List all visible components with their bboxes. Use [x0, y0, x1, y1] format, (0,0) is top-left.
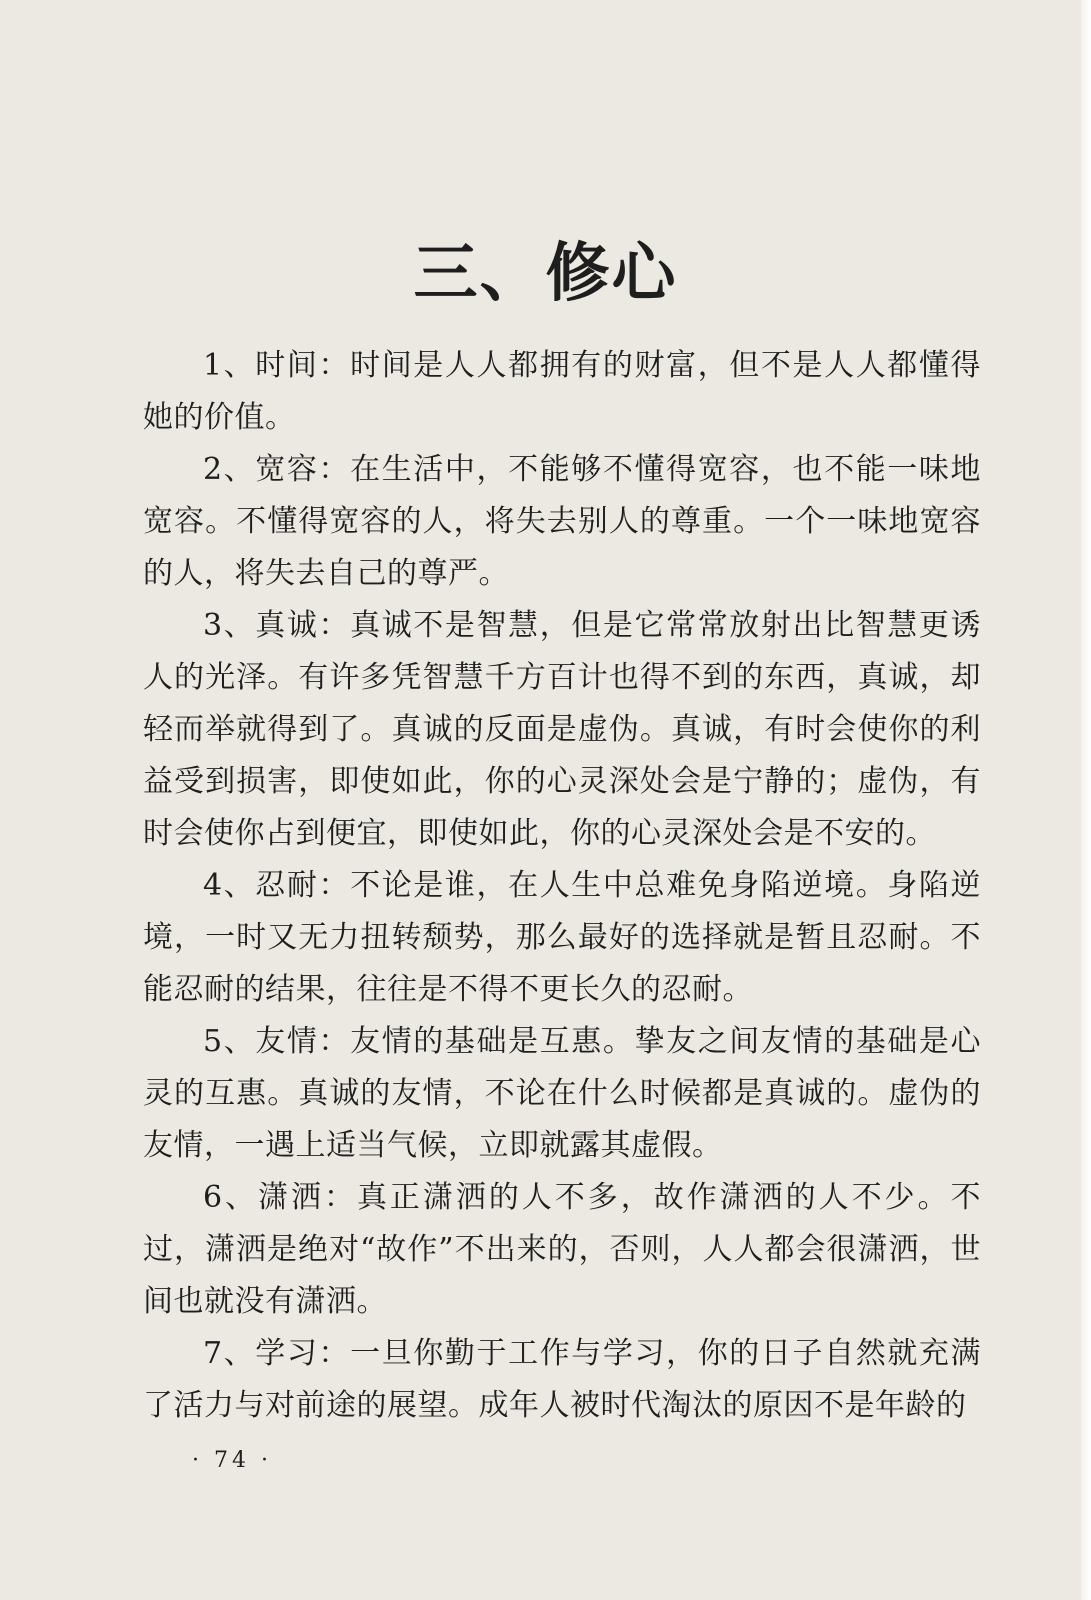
- paragraph-time: 1、时间：时间是人人都拥有的财富，但不是人人都懂得她的价值。: [143, 348, 981, 435]
- paragraph-tolerance: 2、宽容：在生活中，不能够不懂得宽容，也不能一味地宽容。不懂得宽容的人，将失去别人的尊重。一个一味地宽容的人，将失去自己的尊严。: [143, 452, 981, 591]
- page-number: · 74 ·: [192, 1448, 272, 1473]
- chapter-title: 三、修心: [413, 236, 678, 311]
- paragraph-friendship: 5、友情：友情的基础是互惠。挚友之间友情的基础是心灵的互惠。真诚的友情，不论在什么时候都是真诚的。虚伪的友情，一遇上适当气候，立即就露其虚假。: [143, 1024, 981, 1163]
- paragraph-patience: 4、忍耐：不论是谁，在人生中总难免身陷逆境。身陷逆境，一时又无力扭转颓势，那么最好的选择就是暂且忍耐。不能忍耐的结果，往往是不得不更长久的忍耐。: [143, 868, 981, 1007]
- body-text: [143, 340, 981, 1432]
- paragraph-sincerity: 3、真诚：真诚不是智慧，但是它常常放射出比智慧更诱人的光泽。有许多凭智慧千方百计也得不到的东西，真诚，却轻而举就得到了。真诚的反面是虚伪。真诚，有时会使你的利益受到损害，即使如此，你的心灵深处会是宁静的；虚伪，有时会使你占到便宜，即使如此，你的心灵深处会是不安的。: [143, 608, 981, 851]
- paragraph-learning: 7、学习：一旦你勤于工作与学习，你的日子自然就充满了活力与对前途的展望。成年人被时代淘汰的原因不是年龄的: [143, 1336, 981, 1423]
- paragraph-unrestrained: 6、潇洒：真正潇洒的人不多，故作潇洒的人不少。不过，潇洒是绝对“故作”不出来的，否则，人人都会很潇洒，世间也就没有潇洒。: [143, 1180, 981, 1319]
